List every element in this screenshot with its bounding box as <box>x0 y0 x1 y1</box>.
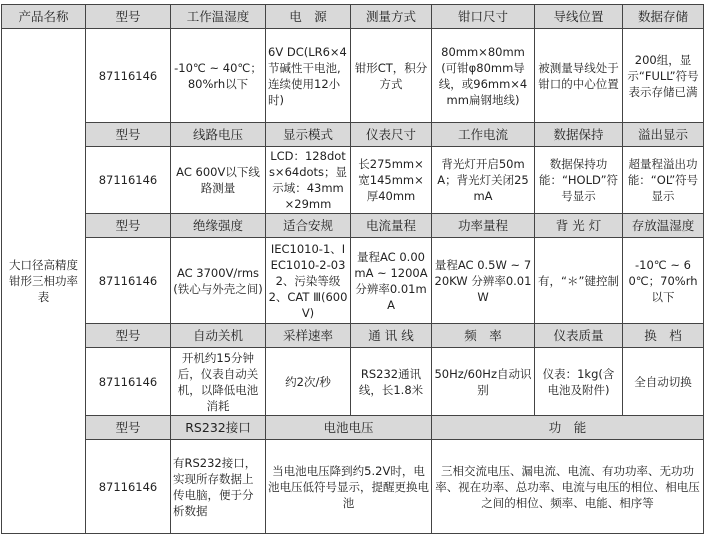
header-cell: 电 源 <box>266 5 351 29</box>
value-cell: 长275mm×宽145mm×厚40mm <box>351 147 432 214</box>
header-cell: 仪表质量 <box>535 324 623 348</box>
header-cell: 线路电压 <box>171 123 266 147</box>
value-cell: IEC1010-1、IEC1010-2-032、污染等级2、CAT Ⅲ(600V) <box>266 238 351 324</box>
model-value: 87116146 <box>86 238 171 324</box>
value-cell: 量程AC 0.5W ~ 720KW 分辨率0.01W <box>432 238 535 324</box>
header-cell: 背 光 灯 <box>535 214 623 238</box>
value-cell: 超量程溢出功能：“OL”符号显示 <box>623 147 704 214</box>
value-cell: 200组，显示“FULL”符号表示存储已满 <box>623 29 704 123</box>
value-cell: 数据保持功能：“HOLD”符号显示 <box>535 147 623 214</box>
value-cell: 约2次/秒 <box>266 348 351 416</box>
value-cell: 当电池电压降到约5.2V时，电池电压低符号显示，提醒更换电池 <box>266 440 432 534</box>
header-row-4 <box>2 324 704 348</box>
value-cell: AC 600V以下线路测量 <box>171 147 266 214</box>
value-cell: 50Hz/60Hz自动识别 <box>432 348 535 416</box>
value-row-4 <box>2 348 704 416</box>
value-cell: 钳形CT，积分方式 <box>351 29 432 123</box>
header-row-1 <box>2 5 704 29</box>
header-row-2 <box>2 123 704 147</box>
value-cell: 80mm×80mm(可钳φ80mm导线，或96mm×4mm扁钢地线) <box>432 29 535 123</box>
header-cell: 通 讯 线 <box>351 324 432 348</box>
value-cell: 三相交流电压、漏电流、电流、有功功率、无功功率、视在功率、总功率、电流与电压的相位、相电压之间的相位、频率、电能、相序等 <box>432 440 704 534</box>
value-cell: -10℃ ~ 40℃；80%rh以下 <box>171 29 266 123</box>
header-cell: 电流量程 <box>351 214 432 238</box>
value-row-2 <box>2 147 704 214</box>
model-label: 型号 <box>86 214 171 238</box>
model-value: 87116146 <box>86 348 171 416</box>
model-value: 87116146 <box>86 440 171 534</box>
model-value: 87116146 <box>86 147 171 214</box>
header-cell: 工作电流 <box>432 123 535 147</box>
value-cell: 全自动切换 <box>623 348 704 416</box>
model-value: 87116146 <box>86 29 171 123</box>
header-row-3 <box>2 214 704 238</box>
header-cell: 采样速率 <box>266 324 351 348</box>
header-cell: 换 档 <box>623 324 704 348</box>
header-cell: 适合安规 <box>266 214 351 238</box>
header-cell: 测量方式 <box>351 5 432 29</box>
header-cell: 溢出显示 <box>623 123 704 147</box>
header-cell: 功 能 <box>432 416 704 440</box>
header-cell: 电池电压 <box>266 416 432 440</box>
header-cell: 功率量程 <box>432 214 535 238</box>
header-cell: 工作温湿度 <box>171 5 266 29</box>
model-label: 型号 <box>86 324 171 348</box>
value-cell: 背光灯开启50mA；背光灯关闭25mA <box>432 147 535 214</box>
model-label: 型号 <box>86 5 171 29</box>
header-cell: 钳口尺寸 <box>432 5 535 29</box>
header-cell: 显示模式 <box>266 123 351 147</box>
value-cell: RS232通讯线，长1.8米 <box>351 348 432 416</box>
value-cell: AC 3700V/rms(铁心与外壳之间) <box>171 238 266 324</box>
value-cell: LCD：128dots×64dots；显示域：43mm×29mm <box>266 147 351 214</box>
header-cell: 数据保持 <box>535 123 623 147</box>
value-cell: 有RS232接口，实现所存数据上传电脑，便于分析数据 <box>171 440 266 534</box>
product-name-value: 大口径高精度钳形三相功率表 <box>2 29 86 534</box>
header-cell: 存放温湿度 <box>623 214 704 238</box>
header-cell: RS232接口 <box>171 416 266 440</box>
value-row-5 <box>2 440 704 534</box>
value-cell: 被测量导线处于钳口的中心位置 <box>535 29 623 123</box>
value-cell: -10℃ ~ 60℃；70%rh以下 <box>623 238 704 324</box>
value-cell: 6V DC(LR6×4节碱性干电池,连续使用12小时) <box>266 29 351 123</box>
header-cell: 数据存储 <box>623 5 704 29</box>
value-cell: 开机约15分钟后，仪表自动关机，以降低电池消耗 <box>171 348 266 416</box>
header-cell: 频 率 <box>432 324 535 348</box>
value-row-3 <box>2 238 704 324</box>
value-cell: 有，“＊”键控制 <box>535 238 623 324</box>
header-cell: 绝缘强度 <box>171 214 266 238</box>
spec-table <box>1 4 704 534</box>
header-cell: 仪表尺寸 <box>351 123 432 147</box>
header-row-5 <box>2 416 704 440</box>
value-cell: 仪表：1kg(含电池及附件) <box>535 348 623 416</box>
model-label: 型号 <box>86 123 171 147</box>
product-name-label: 产品名称 <box>2 5 86 29</box>
value-row-1 <box>2 29 704 123</box>
header-cell: 自动关机 <box>171 324 266 348</box>
model-label: 型号 <box>86 416 171 440</box>
header-cell: 导线位置 <box>535 5 623 29</box>
value-cell: 量程AC 0.00mA ~ 1200A 分辨率0.01mA <box>351 238 432 324</box>
